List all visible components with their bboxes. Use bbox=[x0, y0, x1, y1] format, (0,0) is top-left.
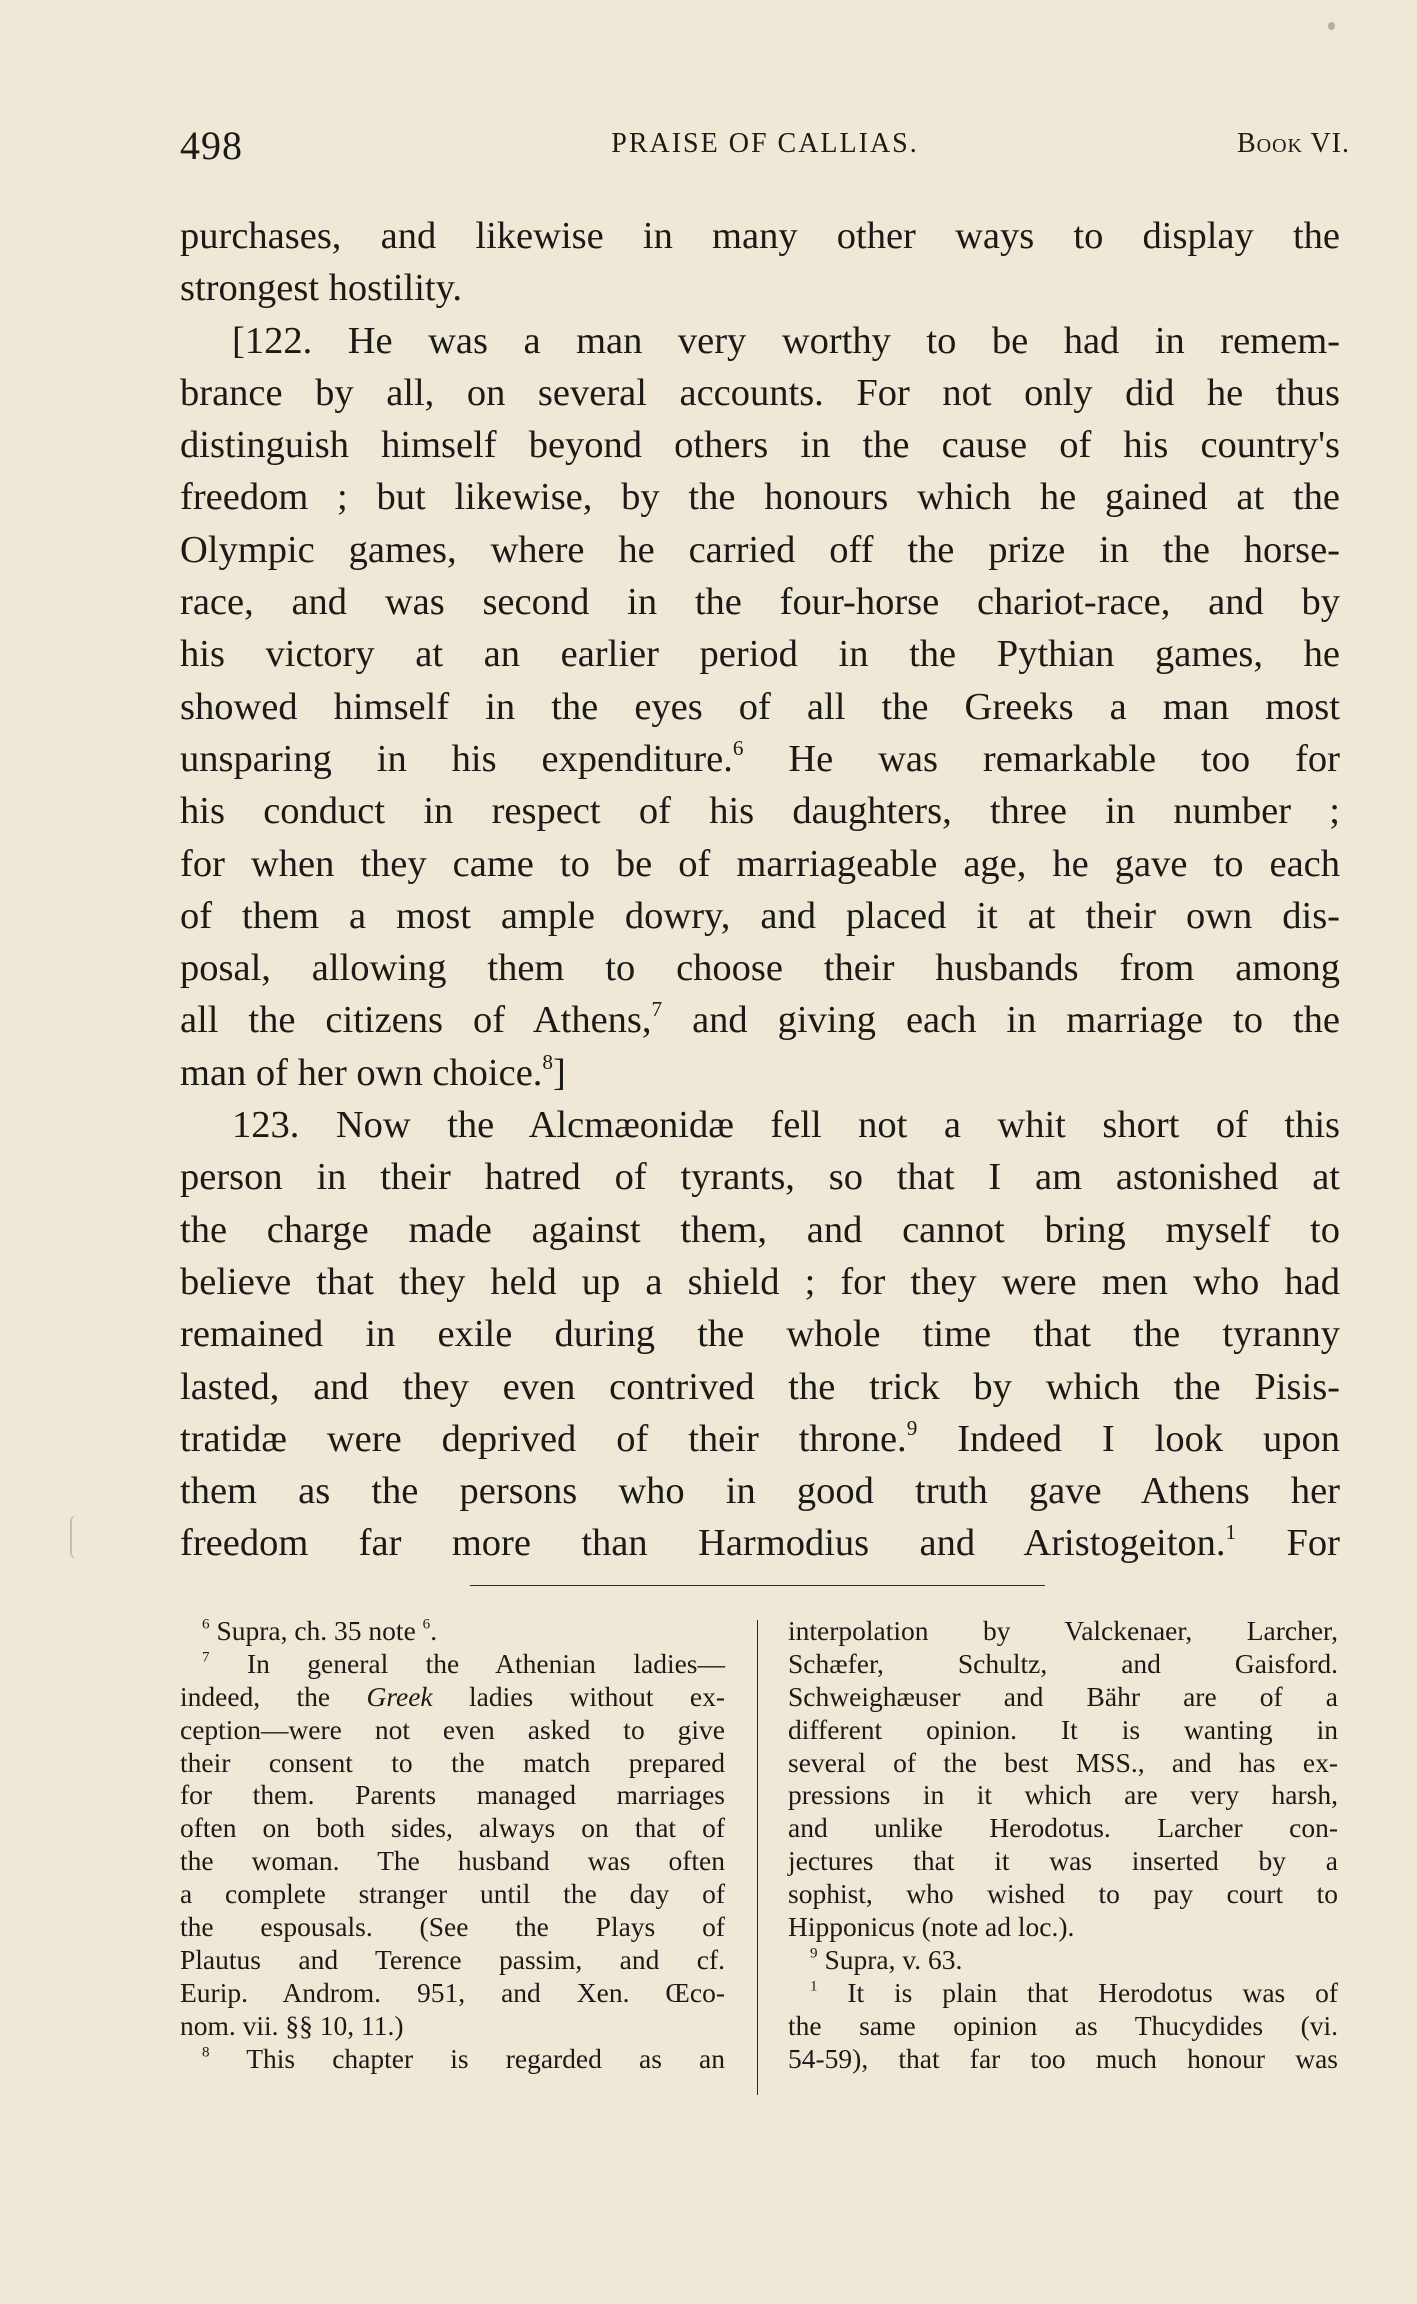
footnote-line: ception—were not even asked to give bbox=[180, 1713, 725, 1745]
text-line: for when they came to be of marriageable age, he gave to each bbox=[180, 842, 1340, 885]
footnote-ref: 9 bbox=[906, 1415, 918, 1440]
text-line: lasted, and they even contrived the trick by which the Pisis- bbox=[180, 1365, 1340, 1408]
running-head bbox=[180, 122, 1350, 166]
footnote-column-divider bbox=[757, 1620, 758, 2095]
text-line: [122. He was a man very worthy to be had in remem- bbox=[232, 319, 1340, 362]
footnote-line: and unlike Herodotus. Larcher con- bbox=[788, 1812, 1338, 1844]
footnote-line: for them. Parents managed marriages bbox=[180, 1779, 725, 1811]
text-line: unsparing in his expenditure.$^6$ He was remarkable too for bbox=[180, 736, 1340, 780]
footnote-line: $^8$ This chapter is regarded as an bbox=[202, 2042, 725, 2074]
text-line: all the citizens of Athens,$^7$ and giving each in marriage to the bbox=[180, 997, 1340, 1042]
text-line: purchases, and likewise in many other ways to display the bbox=[180, 215, 1340, 257]
text-line: posal, allowing them to choose their husbands from among bbox=[180, 947, 1340, 990]
book-label: Book VI. bbox=[1236, 128, 1350, 159]
text-line: his conduct in respect of his daughters, three in number ; bbox=[180, 790, 1340, 833]
text-line: the charge made against them, and cannot bring myself to bbox=[180, 1208, 1340, 1251]
footnotes-right-column bbox=[788, 1615, 1338, 2075]
footnote-line: pressions in it which are very harsh, bbox=[788, 1779, 1338, 1811]
margin-pencil-mark bbox=[70, 1515, 84, 1559]
footnote-line: sophist, who wished to pay court to bbox=[788, 1878, 1338, 1910]
footnote-line: often on both sides, always on that of bbox=[180, 1812, 725, 1844]
text-line: tratidæ were deprived of their throne.$^9$ Indeed I look upon bbox=[180, 1415, 1341, 1460]
text-line: of them a most ample dowry, and placed it at their own dis- bbox=[180, 894, 1340, 937]
footnote-line: different opinion. It is wanting in bbox=[788, 1713, 1338, 1745]
footnote-line: $^6$ Supra, ch. 35 note $^6$. bbox=[202, 1615, 438, 1646]
text-line: man of her own choice.$^8$] bbox=[180, 1049, 566, 1094]
footnote-line: $^9$ Supra, v. 63. bbox=[810, 1943, 963, 1975]
footnote-line: jectures that it was inserted by a bbox=[788, 1845, 1338, 1877]
text-line: showed himself in the eyes of all the Greeks a man most bbox=[180, 685, 1340, 728]
footnote-line: interpolation by Valckenaer, Larcher, bbox=[788, 1615, 1338, 1646]
running-title: PRAISE OF CALLIAS. bbox=[611, 128, 919, 159]
text-line: them as the persons who in good truth gave Athens her bbox=[180, 1470, 1340, 1513]
footnote-line: indeed, the Greek ladies without ex- bbox=[180, 1680, 725, 1712]
footnote-line: Schæfer, Schultz, and Gaisford. bbox=[788, 1647, 1338, 1679]
footnote-line: the woman. The husband was often bbox=[180, 1845, 725, 1877]
footnote-ref: 8 bbox=[542, 1049, 553, 1074]
footnote-line: their consent to the match prepared bbox=[180, 1746, 725, 1778]
text-line: Olympic games, where he carried off the prize in the horse- bbox=[180, 528, 1340, 571]
ink-speck bbox=[1328, 22, 1335, 30]
text-line: his victory at an earlier period in the Pythian games, he bbox=[180, 633, 1340, 676]
text-line: believe that they held up a shield ; for they were men who had bbox=[180, 1260, 1340, 1303]
text-line: person in their hatred of tyrants, so that I am astonished at bbox=[180, 1156, 1340, 1199]
page-number: 498 bbox=[180, 123, 243, 168]
footnote-line: nom. vii. §§ 10, 11.) bbox=[180, 2009, 404, 2041]
footnote-rule bbox=[470, 1585, 1045, 1586]
footnote-line: several of the best MSS., and has ex- bbox=[788, 1746, 1338, 1778]
text-line: remained in exile during the whole time that the tyranny bbox=[180, 1313, 1340, 1356]
footnote-line: Schweighæuser and Bähr are of a bbox=[788, 1680, 1338, 1712]
footnote-line: the same opinion as Thucydides (vi. bbox=[788, 2009, 1338, 2041]
footnote-ref: 1 bbox=[1225, 1520, 1237, 1545]
main-text bbox=[180, 210, 1340, 1570]
text-line: freedom ; but likewise, by the honours which he gained at the bbox=[180, 476, 1340, 519]
text-line: brance by all, on several accounts. For not only did he thus bbox=[180, 371, 1340, 414]
text-line: race, and was second in the four-horse chariot-race, and by bbox=[180, 581, 1340, 624]
footnote-line: Hipponicus (note ad loc.). bbox=[788, 1911, 1075, 1943]
footnote-line: 54-59), that far too much honour was bbox=[788, 2042, 1338, 2074]
footnote-line: a complete stranger until the day of bbox=[180, 1878, 725, 1910]
footnote-line: Plautus and Terence passim, and cf. bbox=[180, 1943, 725, 1975]
footnote-line: $^1$ It is plain that Herodotus was of bbox=[810, 1976, 1338, 2008]
footnote-ref: 7 bbox=[651, 997, 663, 1022]
text-line: strongest hostility. bbox=[180, 267, 462, 310]
footnote-line: the espousals. (See the Plays of bbox=[180, 1911, 725, 1943]
text-line: distinguish himself beyond others in the cause of his country's bbox=[180, 424, 1340, 467]
text-line: 123. Now the Alcmæonidæ fell not a whit short of this bbox=[232, 1104, 1340, 1147]
footnote-line: $^7$ In general the Athenian ladies— bbox=[202, 1647, 725, 1679]
text-line: freedom far more than Harmodius and Aristogeiton.$^1$ For bbox=[180, 1520, 1341, 1565]
footnotes-left-column bbox=[180, 1615, 725, 2075]
footnote-ref: 6 bbox=[732, 736, 744, 761]
footnote-line: Eurip. Androm. 951, and Xen. Œco- bbox=[180, 1976, 725, 2008]
